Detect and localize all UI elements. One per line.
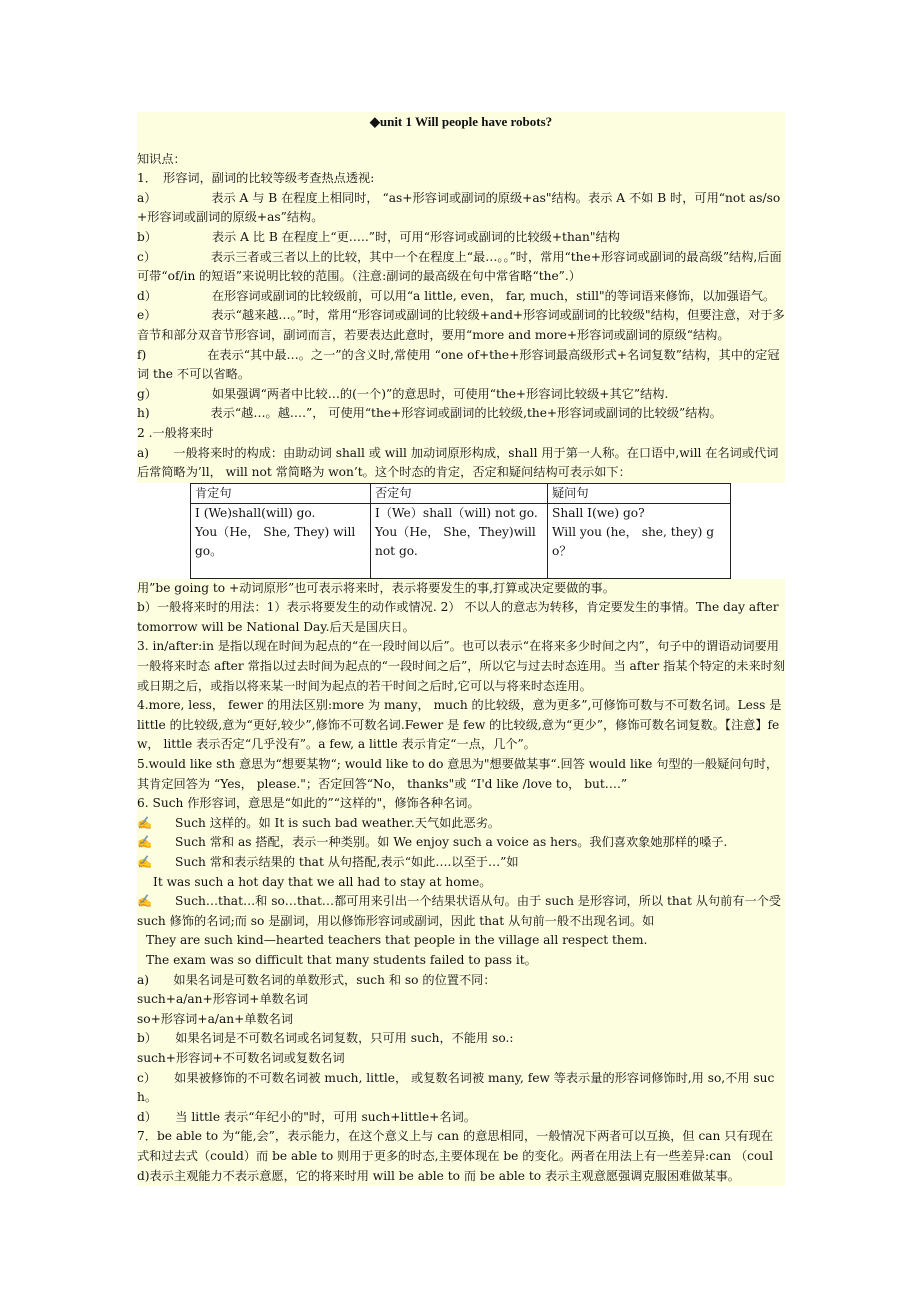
text-line: 知识点：: [137, 151, 186, 166]
text-line: 用”be going to +动词原形”也可表示将来时，表示将要发生的事,打算或决定要做的事。: [137, 580, 615, 595]
text-line: b） 如果名词是不可数名词或名词复数，只可用 such，不能用 so.:: [137, 1031, 514, 1046]
cell-line: I（We）shall（will) not go.: [375, 505, 538, 520]
writing-hand-icon: ✍: [137, 815, 153, 830]
pen-item-text: Such 这样的。如 It is such bad weather.天气如此恶劣。: [175, 815, 501, 830]
text-line: such+a/an+形容词+单数名词: [137, 992, 309, 1007]
text-line: f) 在表示“其中最…。之一”的含义时,常使用 “one of+the+形容词最高级形式+名词复数”结构，其中的定冠词 the 不可以省略。: [137, 347, 780, 382]
text-line: 5.would like sth 意思为“想要某物“; would like to do 意思为"想要做某事“.回答 would like 句型的一般疑问句时，其肯定回答为 “Yes， please."；否定回答“No， thanks"或 “I'd like /love to， but….”: [137, 757, 779, 791]
text-line: 2 .一般将来时: [137, 425, 214, 440]
pen-item-text: Such 常和 as 搭配，表示一种类别。如 We enjoy such a voice as hers。我们喜欢象她那样的嗓子.: [175, 835, 728, 850]
table-header-row: [191, 483, 731, 503]
example-line: They are such kind—hearted teachers that people in the village all respect them.: [146, 933, 648, 948]
table-cell: [548, 503, 731, 578]
table-row: [191, 503, 731, 578]
table-cell: [371, 503, 548, 578]
text-line: so+形容词+a/an+单数名词: [137, 1011, 294, 1026]
writing-hand-icon: ✍: [137, 835, 153, 850]
pen-item: [137, 892, 785, 931]
text-line: a) 一般将来时的构成：由助动词 shall 或 will 加动词原形构成，shall 用于第一人称。在口语中,will 在名词或代词后常简略为’ll， will not 常简略为 won’t。这个时态的肯定，否定和疑问结构可表示如下：: [137, 445, 779, 480]
table-cell: [191, 503, 371, 578]
text-line: d） 在形容词或副词的比较级前，可以用“a little, even， far, much，still"的等词语来修饰，以加强语气。: [137, 288, 776, 303]
text-line: h) 表示“越…。越….”， 可使用“the+形容词或副词的比较级,the+形容词或副词的比较级”结构。: [137, 406, 722, 421]
doc-title: ◆unit 1 Will people have robots?: [369, 114, 553, 129]
pen-item: [137, 833, 785, 853]
example-line: The exam was so difficult that many students failed to pass it。: [146, 952, 537, 967]
text-line: a） 表示 A 与 B 在程度上相同时， “as+形容词或副词的原级+as"结构。表示 A 不如 B 时，可用“not as/so+形容词或副词的原级+as”结构。: [137, 190, 781, 225]
text-line: g） 如果强调“两者中比较…的(一个)”的意思时，可使用“the+形容词比较级+其它”结构.: [137, 386, 669, 401]
text-line: 4.more, less， fewer 的用法区别:more 为 many， much 的比较级，意为更多”,可修饰可数与不可数名词。Less 是 little 的比较级,意为“更好,较少”,修饰不可数名词.Fewer 是 few 的比较级,意为“更少”，修饰可数名词复数。【注意】few， little 表示否定“几乎没有”。a few, a little 表示肯定“一点，几个”。: [137, 698, 782, 752]
cell-line: Will you (he， she, they) go？: [552, 524, 715, 558]
table-header: 疑问句: [548, 483, 731, 503]
table-header: 否定句: [371, 483, 548, 503]
text-line: c） 如果被修饰的不可数名词被 much, little， 或复数名词被 many, few 等表示量的形容词修饰时,用 so,不用 such。: [137, 1070, 775, 1105]
text-line: b）一般将来时的用法：1）表示将要发生的动作或情况. 2） 不以人的意志为转移，肯定要发生的事情。The day after tomorrow will be National Day.后天是国庆日。: [137, 600, 779, 634]
text-line: 7．be able to 为“能,会”，表示能力，在这个意义上与 can 的意思相同，一般情况下两者可以互换，但 can 只有现在式和过去式（could）而 be able to 则用于更多的时态,主要体现在 be 的变化。两者在用法上有一些差异:can （could)表示主观能力不表示意愿，它的将来时用 will be able to 而 be able to 表示主观意愿强调克服困难做某事。: [137, 1129, 774, 1183]
pen-item-text: Such 常和表示结果的 that 从句搭配,表示“如此….以至于…”如: [175, 855, 519, 869]
pen-item: [137, 853, 785, 873]
cell-line: You（He， She, They) will go。: [195, 524, 356, 558]
text-line: 6. Such 作形容词，意思是“如此的”“这样的"，修饰各种名词。: [137, 796, 480, 811]
text-line: c） 表示三者或三者以上的比较，其中一个在程度上“最…。。”时，常用“the+形容词或副词的最高级”结构,后面可带“of/in 的短语”来说明比较的范围。（注意:副词的最高级在句中常省略“the”.）: [137, 249, 782, 284]
cell-line: Shall I(we) go?: [552, 505, 645, 520]
text-line: such+形容词+不可数名词或复数名词: [137, 1050, 345, 1065]
table-header: 肯定句: [191, 483, 371, 503]
example-line: It was such a hot day that we all had to stay at home。: [153, 874, 492, 889]
text-line: a) 如果名词是可数名词的单数形式，such 和 so 的位置不同：: [137, 972, 496, 987]
writing-hand-icon: ✍: [137, 855, 153, 869]
text-line: 1． 形容词，副词的比较等级考查热点透视:: [137, 171, 375, 186]
document-page: [137, 108, 785, 1186]
pen-item: [137, 814, 785, 834]
writing-hand-icon: ✍: [137, 894, 153, 909]
tense-table: [190, 483, 731, 579]
text-line: d） 当 little 表示“年纪小的"时，可用 such+little+名词。: [137, 1109, 476, 1124]
pen-item-text: Such…that…和 so…that…都可用来引出一个结果状语从句。由于 such 是形容词，所以 that 从句前有一个受 such 修饰的名词;而 so 是副词，用以修饰形容词或副词，因此 that 从句前一般不出现名词。如: [137, 894, 782, 928]
cell-line: You（He， She，They)will not go.: [375, 524, 536, 558]
text-line: 3. in/after:in 是指以现在时间为起点的“在一段时间以后”。也可以表示“在将来多少时间之内”，句子中的谓语动词要用一般将来时态 after 常指以过去时间为起点的“一段时间之后”，所以它与过去时态连用。当 after 指某个特定的未来时刻或日期之后，或指以将来某一时间为起点的若干时间之后时,它可以与将来时态连用。: [137, 639, 786, 693]
text-line: e） 表示“越来越…。”时，常用“形容词或副词的比较级+and+形容词或副词的比较级"结构，但要注意，对于多音节和部分双音节形容词，副词而言，若要表达此意时，要用“more and more+形容词或副词的原级“结构。: [137, 308, 785, 342]
cell-line: I (We)shall(will) go.: [195, 505, 316, 520]
text-line: b） 表示 A 比 B 在程度上“更…..”时，可用“形容词或副词的比较级+than"结构: [137, 229, 620, 244]
tense-table-wrap: [137, 483, 785, 579]
